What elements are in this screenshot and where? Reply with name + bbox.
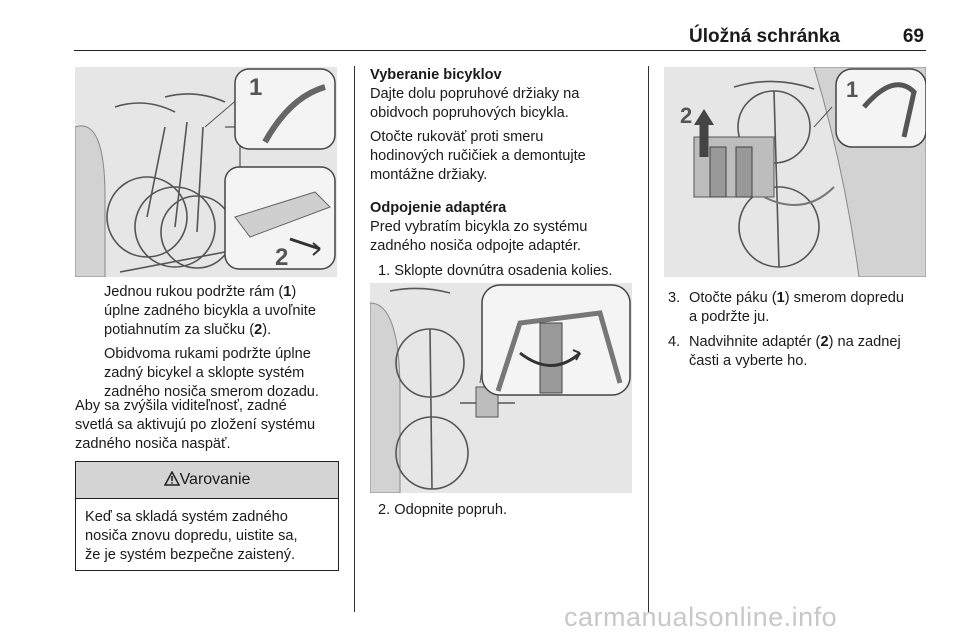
figure-bike-carrier-release: [75, 67, 337, 277]
heading-detach-adapter: Odpojenie adaptéra: [370, 200, 507, 216]
page-number: 69: [902, 26, 924, 47]
text-run: ) na zadnej: [828, 334, 901, 350]
text-run: Nadvihnite adaptér (: [689, 334, 821, 350]
step-text-release: [104, 283, 344, 402]
text-run: časti a vyberte ho.: [689, 353, 808, 369]
text-run: montážne držiaky.: [370, 167, 488, 183]
header-title: Úložná schránka: [689, 26, 840, 47]
ref-1: 1: [776, 290, 785, 306]
column-divider-1: [354, 66, 355, 612]
text-run: svetlá sa aktivujú po zložení systému: [75, 417, 316, 433]
text-run: nosiča znovu dopredu, uistite sa,: [85, 528, 298, 544]
text-run: úplne zadného bicykla a uvoľnite: [104, 303, 316, 319]
step-3-number: 3.: [668, 290, 681, 306]
warning-triangle-icon: [164, 471, 180, 486]
visibility-paragraph: [75, 397, 345, 454]
text-run: Otočte páku (: [689, 290, 777, 306]
adapter-illustration: [664, 67, 926, 277]
text-run: Jednou rukou podržte rám (: [104, 284, 284, 300]
heading-removing-bikes: Vyberanie bicyklov: [370, 67, 502, 83]
text-run: obidvoch popruhových bicykla.: [370, 105, 569, 121]
step-3: [668, 289, 930, 327]
text-run: ): [291, 284, 297, 300]
text-run: Pred vybratím bicykla zo systému: [370, 219, 588, 235]
page-header: [74, 0, 926, 51]
text-run: Otočte rukoväť proti smeru: [370, 129, 544, 145]
figure-fold-wheel-holders: [370, 283, 632, 493]
bike-carrier-illustration: [75, 67, 337, 277]
text-run: potiahnutím za slučku (: [104, 322, 255, 338]
removing-bikes-section: [370, 66, 640, 256]
step-1-number: 1.: [378, 263, 391, 279]
column-divider-2: [648, 66, 649, 612]
text-run: Obidvoma rukami podržte úplne: [104, 346, 311, 362]
figure-callout-1: 1: [249, 74, 263, 101]
ref-2: 2: [254, 322, 263, 338]
warning-title: Varovanie: [179, 471, 251, 488]
text-run: hodinových ručičiek a demontujte: [370, 148, 586, 164]
step-4: [668, 333, 930, 371]
step-2: [378, 501, 643, 520]
text-run: Dajte dolu popruhové držiaky na: [370, 86, 580, 102]
wheel-holder-illustration: [370, 283, 632, 493]
figure-remove-adapter: [664, 67, 926, 277]
figure-callout-2: 2: [680, 103, 693, 128]
text-run: a podržte ju.: [689, 309, 770, 325]
text-run: ) smerom dopredu: [784, 290, 904, 306]
warning-box: [75, 461, 339, 571]
watermark: carmanualsonline.info: [564, 602, 838, 632]
text-run: zadný bicykel a sklopte systém: [104, 365, 305, 381]
figure-callout-1: 1: [846, 77, 859, 102]
text-run: Aby sa zvýšila viditeľnosť, zadné: [75, 398, 287, 414]
ref-1: 1: [283, 284, 292, 300]
step-4-number: 4.: [668, 334, 681, 350]
text-run: Keď sa skladá systém zadného: [85, 509, 288, 525]
step-2-number: 2.: [378, 502, 391, 518]
text-run: že je systém bezpečne zaistený.: [85, 547, 296, 563]
text-run: ).: [262, 322, 272, 338]
warning-header: [76, 462, 338, 499]
text-run: zadného nosiča odpojte adaptér.: [370, 238, 581, 254]
step-1: [378, 262, 643, 281]
ref-2: 2: [820, 334, 829, 350]
step-1-text: Sklopte dovnútra osadenia kolies.: [394, 263, 613, 279]
text-run: zadného nosiča smerom dozadu.: [104, 384, 319, 400]
warning-body: [76, 499, 338, 565]
figure-callout-2: 2: [275, 244, 289, 271]
text-run: zadného nosiča naspäť.: [75, 436, 231, 452]
step-2-text: Odopnite popruh.: [394, 502, 508, 518]
